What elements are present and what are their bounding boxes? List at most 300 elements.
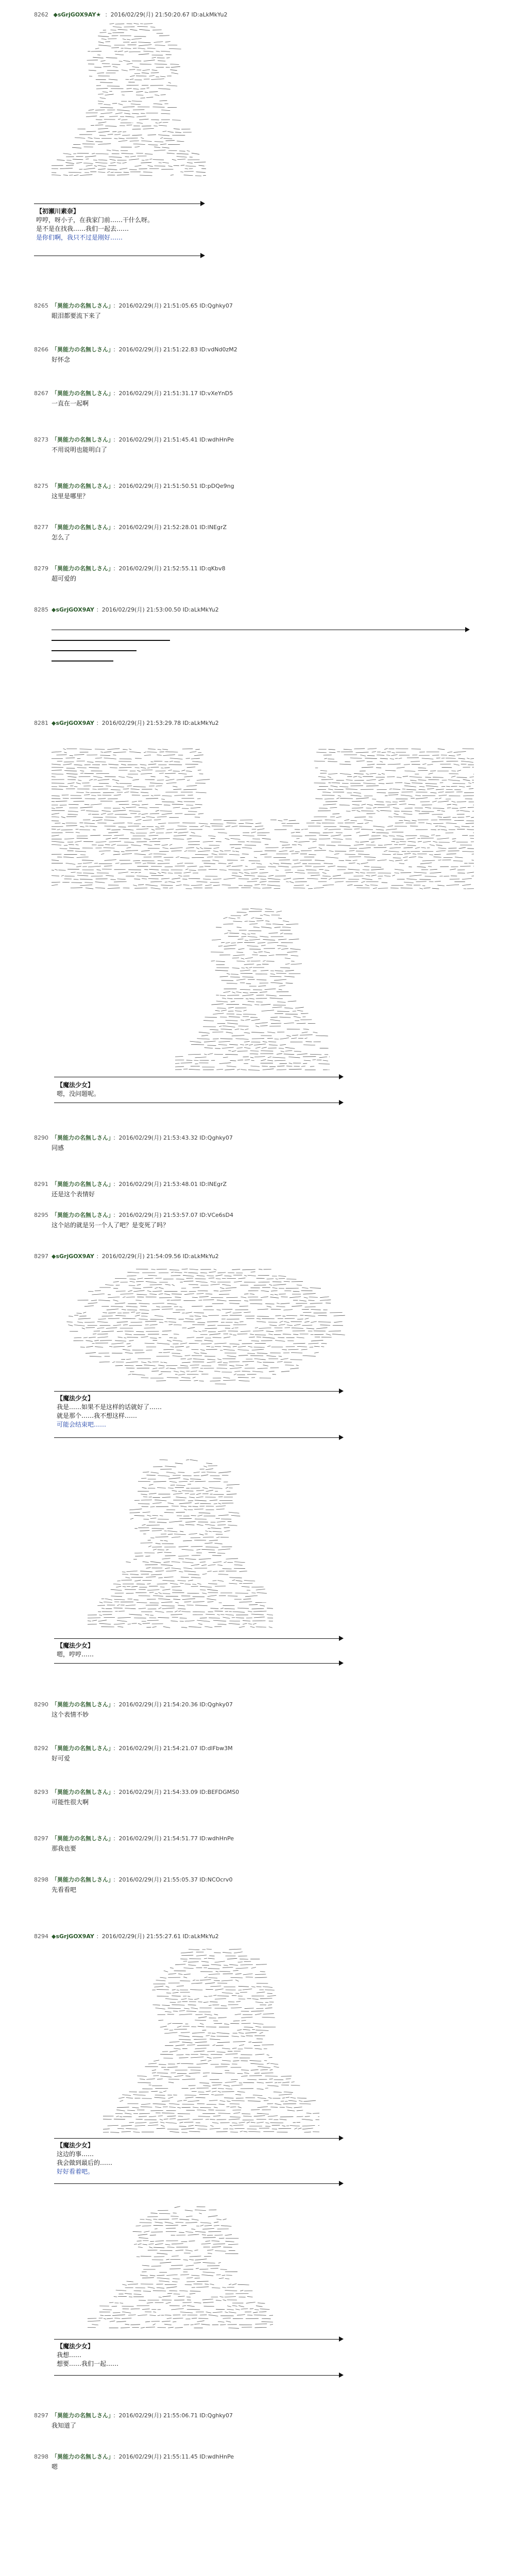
ascii-art-stroke bbox=[295, 872, 305, 873]
ascii-art-stroke bbox=[52, 841, 64, 842]
ascii-art-stroke bbox=[113, 27, 122, 28]
ascii-art-stroke bbox=[172, 1568, 181, 1569]
ascii-art-stroke bbox=[453, 764, 459, 765]
ascii-art-stroke bbox=[137, 1294, 147, 1295]
ascii-art-stroke bbox=[277, 1002, 285, 1003]
ascii-art-stroke bbox=[183, 1281, 193, 1282]
ascii-art-stroke bbox=[129, 752, 141, 753]
post-number[interactable]: 8298 bbox=[34, 2453, 48, 2460]
ascii-art-stroke bbox=[205, 826, 211, 827]
ascii-art-stroke bbox=[298, 2128, 301, 2129]
ascii-art-stroke bbox=[192, 2032, 205, 2033]
ascii-art-stroke bbox=[227, 995, 239, 996]
ascii-art-stroke bbox=[353, 792, 361, 793]
ascii-art-stroke bbox=[138, 48, 145, 49]
post-number[interactable]: 8294 bbox=[34, 1933, 48, 1940]
ascii-art-stroke bbox=[156, 1543, 161, 1544]
ascii-art-stroke bbox=[460, 810, 470, 811]
ascii-art-stroke bbox=[57, 829, 60, 830]
post-number[interactable]: 8297 bbox=[34, 1253, 48, 1260]
ascii-art-stroke bbox=[130, 1281, 135, 1282]
ascii-art-stroke bbox=[177, 1986, 184, 1987]
ascii-art-stroke bbox=[133, 1291, 144, 1292]
ascii-art-stroke bbox=[424, 876, 436, 877]
ascii-art-stroke bbox=[328, 776, 331, 777]
ascii-art-stroke bbox=[120, 168, 127, 170]
ascii-art-stroke bbox=[155, 95, 159, 96]
ascii-art-stroke bbox=[356, 832, 360, 833]
ascii-art-stroke bbox=[217, 1362, 222, 1363]
ascii-art-stroke bbox=[399, 758, 402, 759]
ascii-art-stroke bbox=[267, 2086, 279, 2087]
ascii-art-stroke bbox=[92, 789, 96, 790]
post-number[interactable]: 8266 bbox=[34, 346, 48, 353]
ascii-art-stroke bbox=[257, 2113, 269, 2114]
ascii-art-stroke bbox=[148, 749, 156, 750]
ascii-art-stroke bbox=[101, 810, 111, 811]
ascii-art-stroke bbox=[157, 2253, 167, 2254]
post-meta: ：2016/02/29(月) 21:53:29.78 ID:aLkMkYu2 bbox=[96, 720, 219, 726]
ascii-art-stroke bbox=[104, 866, 112, 867]
post-author: 「異能力の名無しさん」 bbox=[52, 390, 111, 397]
ascii-art-stroke bbox=[213, 851, 218, 852]
ascii-art-stroke bbox=[206, 1490, 213, 1492]
ascii-art-stroke bbox=[248, 937, 258, 938]
ascii-art-stroke bbox=[137, 1278, 143, 1279]
ascii-art-stroke bbox=[198, 1623, 202, 1624]
ascii-art-stroke bbox=[82, 1328, 85, 1329]
ascii-art-stroke bbox=[244, 1032, 250, 1033]
ascii-art-stroke bbox=[175, 2207, 180, 2208]
ascii-art-stroke bbox=[309, 1297, 318, 1298]
ascii-art-stroke bbox=[294, 1325, 300, 1326]
ascii-art-stroke bbox=[203, 1466, 207, 1467]
ascii-art-stroke bbox=[391, 755, 397, 756]
ascii-art-stroke bbox=[199, 1558, 211, 1559]
ascii-art-stroke bbox=[208, 1565, 216, 1566]
post-number[interactable]: 8275 bbox=[34, 483, 48, 489]
ascii-art-stroke bbox=[286, 1279, 296, 1280]
ascii-art-stroke bbox=[256, 1026, 259, 1027]
ascii-art-stroke bbox=[94, 138, 100, 139]
ascii-art-stroke bbox=[194, 1352, 199, 1353]
ascii-art-stroke bbox=[164, 1362, 167, 1363]
ascii-art-stroke bbox=[150, 832, 155, 833]
ascii-art-stroke bbox=[134, 2294, 142, 2295]
ascii-art-stroke bbox=[384, 749, 388, 750]
ascii-art-stroke bbox=[178, 1374, 185, 1375]
ascii-art-stroke bbox=[78, 863, 82, 864]
post-author: 「異能力の名無しさん」 bbox=[52, 1835, 111, 1842]
post-number[interactable]: 8292 bbox=[34, 1745, 48, 1752]
ascii-art-stroke bbox=[308, 863, 320, 864]
ascii-art-stroke bbox=[422, 758, 434, 759]
ascii-art-stroke bbox=[257, 2082, 264, 2083]
ascii-art-stroke bbox=[183, 789, 197, 790]
ascii-art-stroke bbox=[308, 848, 317, 849]
ascii-art-stroke bbox=[84, 1322, 95, 1323]
ascii-art-stroke bbox=[269, 1371, 274, 1372]
ascii-art-stroke bbox=[150, 888, 160, 889]
ascii-art-stroke bbox=[288, 2100, 297, 2101]
ascii-art-stroke bbox=[138, 2315, 147, 2316]
ascii-art-stroke bbox=[379, 779, 384, 781]
ascii-art-stroke bbox=[206, 2091, 211, 2092]
ascii-art-stroke bbox=[52, 885, 58, 886]
ascii-art-stroke bbox=[180, 1506, 186, 1507]
ascii-art-stroke bbox=[166, 2287, 177, 2288]
ascii-art-stroke bbox=[165, 1466, 176, 1467]
ascii-art-stroke bbox=[154, 42, 163, 43]
ascii-art-stroke bbox=[190, 1479, 201, 1480]
ascii-art-stroke bbox=[95, 761, 106, 762]
ascii-art-stroke bbox=[190, 2293, 195, 2294]
ascii-art-stroke bbox=[386, 783, 393, 784]
ascii-art-stroke bbox=[91, 804, 102, 805]
ascii-art-stroke bbox=[111, 1589, 122, 1590]
post-meta: ：2016/02/29(月) 21:51:05.65 ID:Qghky07 bbox=[113, 302, 233, 309]
ascii-art-stroke bbox=[293, 1343, 305, 1344]
ascii-art-stroke bbox=[297, 2110, 303, 2111]
ascii-art-stroke bbox=[362, 878, 372, 879]
ascii-art-stroke bbox=[209, 1531, 212, 1532]
ascii-art-stroke bbox=[408, 841, 416, 842]
ascii-art-stroke bbox=[105, 94, 113, 95]
ascii-art-stroke bbox=[334, 1321, 342, 1323]
ascii-art-stroke bbox=[248, 1611, 252, 1612]
ascii-art-stroke bbox=[226, 1312, 231, 1313]
ascii-art-stroke bbox=[183, 885, 189, 886]
ascii-art-stroke bbox=[177, 779, 185, 780]
speaker-label: 【初瀬川素奈】 bbox=[36, 208, 80, 215]
post-number[interactable]: 8290 bbox=[34, 1134, 48, 1141]
ascii-art-stroke bbox=[184, 1272, 187, 1273]
ascii-art-stroke bbox=[229, 854, 240, 855]
post-body: 这里是哪里？ bbox=[52, 493, 89, 500]
ascii-art-stroke bbox=[188, 1580, 193, 1581]
ascii-art-stroke bbox=[232, 2036, 239, 2037]
ascii-art-stroke bbox=[154, 1986, 163, 1987]
ascii-art-stroke bbox=[76, 792, 83, 793]
ascii-art-stroke bbox=[250, 1334, 254, 1335]
ascii-art-stroke bbox=[106, 875, 114, 876]
ascii-art-stroke bbox=[202, 2228, 214, 2229]
ascii-art-stroke bbox=[333, 875, 341, 876]
ascii-art-stroke bbox=[160, 2262, 171, 2263]
ascii-art-stroke bbox=[340, 773, 351, 774]
ascii-art-stroke bbox=[154, 1481, 166, 1482]
post-number[interactable]: 8291 bbox=[34, 1181, 48, 1188]
ascii-art-stroke bbox=[164, 1971, 168, 1972]
ascii-art-stroke bbox=[78, 780, 81, 781]
ascii-art-stroke bbox=[306, 885, 309, 886]
ascii-art-stroke bbox=[198, 2116, 210, 2117]
ascii-art-stroke bbox=[99, 1615, 102, 1616]
ascii-art-stroke bbox=[260, 2032, 263, 2033]
ascii-art-stroke bbox=[269, 955, 275, 956]
ascii-art-stroke bbox=[126, 807, 136, 808]
ascii-art-stroke bbox=[297, 1346, 307, 1347]
post-number[interactable]: 8298 bbox=[34, 1876, 48, 1883]
ascii-art-stroke bbox=[109, 1346, 112, 1347]
ascii-art-stroke bbox=[188, 1054, 201, 1055]
post-number[interactable]: 8265 bbox=[34, 302, 48, 309]
ascii-art-stroke bbox=[235, 1968, 248, 1969]
ascii-art-stroke bbox=[168, 2327, 174, 2328]
ascii-art-stroke bbox=[167, 2023, 171, 2024]
ascii-art-stroke bbox=[246, 2302, 256, 2303]
post-number[interactable]: 8297 bbox=[34, 2412, 48, 2419]
ascii-art-stroke bbox=[173, 1340, 182, 1341]
ascii-art-stroke bbox=[285, 958, 291, 959]
ascii-art-stroke bbox=[297, 1337, 304, 1338]
ascii-art-stroke bbox=[145, 92, 148, 93]
ascii-art-stroke bbox=[175, 1374, 178, 1375]
ascii-art-stroke bbox=[177, 2119, 190, 2120]
ascii-art-stroke bbox=[205, 1543, 212, 1544]
ascii-art-stroke bbox=[158, 823, 166, 824]
ascii-art-stroke bbox=[175, 132, 181, 133]
ascii-art-stroke bbox=[196, 1490, 204, 1491]
ascii-art-stroke bbox=[80, 175, 93, 176]
post-header bbox=[34, 2452, 234, 2461]
ascii-art-stroke bbox=[200, 1586, 212, 1587]
ascii-art-stroke bbox=[238, 2107, 242, 2108]
ascii-art-stroke bbox=[126, 1306, 138, 1307]
ascii-art-stroke bbox=[229, 2119, 240, 2120]
ascii-art-stroke bbox=[114, 1623, 125, 1624]
post-header bbox=[34, 1932, 219, 1940]
ascii-art-stroke bbox=[198, 2026, 205, 2027]
post-meta: ：2016/02/29(月) 21:52:55.11 ID:qKbv8 bbox=[113, 565, 226, 572]
ascii-art-stroke bbox=[177, 159, 185, 160]
ascii-art-stroke bbox=[156, 51, 160, 52]
ascii-art-stroke bbox=[241, 958, 244, 959]
ascii-art-figure bbox=[175, 907, 330, 1072]
ascii-art-stroke bbox=[277, 945, 287, 946]
ascii-art-stroke bbox=[197, 1276, 205, 1277]
ascii-art-stroke bbox=[249, 998, 254, 999]
ascii-art-stroke bbox=[158, 135, 169, 136]
ascii-art-stroke bbox=[235, 2309, 240, 2310]
ascii-art-stroke bbox=[112, 838, 118, 839]
ascii-art-stroke bbox=[79, 749, 92, 750]
ascii-art-stroke bbox=[147, 1515, 151, 1516]
ascii-art-stroke bbox=[63, 798, 69, 799]
ascii-art-stroke bbox=[186, 2011, 196, 2012]
ascii-art-stroke bbox=[253, 2023, 263, 2024]
ascii-art-stroke bbox=[80, 807, 92, 808]
ascii-art-stroke bbox=[221, 942, 225, 943]
ascii-art-stroke bbox=[168, 2008, 181, 2009]
ascii-art-stroke bbox=[113, 1346, 125, 1347]
ascii-art-stroke bbox=[149, 835, 159, 836]
ascii-art-stroke bbox=[172, 1294, 182, 1295]
ascii-art-stroke bbox=[404, 786, 416, 787]
ascii-art-stroke bbox=[384, 844, 392, 845]
ascii-art-stroke bbox=[129, 1509, 142, 1510]
ascii-art-stroke bbox=[225, 2082, 236, 2083]
post-number[interactable]: 8285 bbox=[34, 606, 48, 613]
ascii-art-stroke bbox=[323, 1060, 328, 1061]
ascii-art-stroke bbox=[251, 2122, 256, 2123]
ascii-art-stroke bbox=[213, 2045, 215, 2046]
ascii-art-stroke bbox=[163, 1352, 170, 1353]
ascii-art-stroke bbox=[146, 1577, 156, 1578]
ascii-art-stroke bbox=[231, 974, 239, 975]
ascii-art-stroke bbox=[171, 1272, 174, 1273]
ascii-art-stroke bbox=[165, 776, 169, 777]
ascii-art-stroke bbox=[206, 1469, 213, 1470]
post-number[interactable]: 8295 bbox=[34, 1212, 48, 1218]
ascii-art-stroke bbox=[362, 767, 373, 768]
ascii-art-stroke bbox=[164, 1562, 170, 1563]
ascii-art-stroke bbox=[279, 1325, 285, 1326]
ascii-art-stroke bbox=[232, 1580, 235, 1581]
ascii-art-stroke bbox=[161, 878, 169, 879]
ascii-art-stroke bbox=[261, 1004, 270, 1005]
ascii-art-stroke bbox=[167, 1531, 177, 1532]
ascii-art-stroke bbox=[172, 159, 176, 160]
post-number[interactable]: 8281 bbox=[34, 720, 48, 726]
ascii-art-stroke bbox=[190, 1460, 197, 1461]
ascii-art-stroke bbox=[344, 835, 352, 836]
ascii-art-stroke bbox=[157, 2278, 170, 2279]
ascii-art-stroke bbox=[366, 779, 376, 781]
ascii-art-stroke bbox=[142, 770, 153, 771]
ascii-art-stroke bbox=[204, 1958, 207, 1959]
ascii-art-stroke bbox=[130, 29, 137, 30]
ascii-art-stroke bbox=[160, 100, 167, 101]
ascii-art-stroke bbox=[187, 1337, 195, 1338]
ascii-art-stroke bbox=[217, 2042, 230, 2043]
ascii-art-stroke bbox=[260, 936, 268, 937]
ascii-art-stroke bbox=[361, 863, 368, 864]
ascii-art-stroke bbox=[241, 2017, 252, 2018]
ascii-art-stroke bbox=[272, 1007, 282, 1008]
ascii-art-stroke bbox=[155, 1315, 163, 1316]
ascii-art-stroke bbox=[305, 1318, 309, 1319]
post-number[interactable]: 8273 bbox=[34, 436, 48, 443]
ascii-art-stroke bbox=[196, 172, 205, 173]
ascii-art-stroke bbox=[279, 989, 282, 990]
ascii-art-stroke bbox=[164, 1540, 167, 1541]
ascii-art-stroke bbox=[79, 776, 91, 777]
speech-block bbox=[57, 1641, 94, 1659]
ascii-art-stroke bbox=[138, 26, 148, 27]
ascii-art-stroke bbox=[69, 804, 79, 805]
post-body: 眼泪都要流下来了 bbox=[52, 312, 101, 319]
ascii-art-stroke bbox=[267, 1346, 270, 1347]
post-number[interactable]: 8290 bbox=[34, 1701, 48, 1708]
ascii-art-stroke bbox=[429, 773, 433, 774]
ascii-art-stroke bbox=[123, 829, 133, 830]
ascii-art-stroke bbox=[216, 2219, 222, 2220]
post-number[interactable]: 8293 bbox=[34, 1789, 48, 1795]
ascii-art-stroke bbox=[164, 1577, 173, 1578]
ascii-art-stroke bbox=[147, 1475, 156, 1476]
ascii-art-stroke bbox=[127, 1337, 138, 1338]
ascii-art-stroke bbox=[257, 1321, 266, 1322]
ascii-art-stroke bbox=[117, 110, 130, 111]
ascii-art-stroke bbox=[195, 2125, 207, 2126]
ascii-art-stroke bbox=[175, 2045, 184, 2046]
ascii-art-stroke bbox=[266, 1355, 276, 1357]
ascii-art-stroke bbox=[90, 835, 100, 836]
ascii-art-stroke bbox=[432, 755, 439, 756]
ascii-art-stroke bbox=[225, 2054, 237, 2055]
post-meta: ：2016/02/29(月) 21:53:57.07 ID:VCe6sD4 bbox=[113, 1212, 233, 1218]
ascii-art-stroke bbox=[72, 147, 81, 148]
ascii-art-stroke bbox=[143, 1512, 150, 1513]
ascii-art-stroke bbox=[226, 2321, 231, 2322]
ascii-art-stroke bbox=[256, 1047, 261, 1048]
post-number[interactable]: 8262 bbox=[34, 11, 48, 18]
post-number[interactable]: 8267 bbox=[34, 390, 48, 397]
ascii-art-stroke bbox=[162, 2005, 169, 2006]
ascii-art-stroke bbox=[260, 854, 267, 855]
ascii-art-stroke bbox=[251, 1060, 254, 1061]
post-number[interactable]: 8297 bbox=[34, 1835, 48, 1842]
ascii-art-stroke bbox=[409, 857, 416, 858]
ascii-art-stroke bbox=[419, 879, 431, 880]
post-number[interactable]: 8277 bbox=[34, 524, 48, 531]
ascii-art-stroke bbox=[310, 1054, 321, 1055]
ascii-art-stroke bbox=[77, 875, 88, 876]
ascii-art-stroke bbox=[240, 1321, 244, 1322]
ascii-art-stroke bbox=[66, 863, 76, 864]
ascii-art-stroke bbox=[180, 1371, 185, 1372]
ascii-art-stroke bbox=[273, 1284, 286, 1285]
ascii-art-stroke bbox=[220, 2296, 224, 2297]
ascii-art-stroke bbox=[162, 1589, 170, 1590]
ascii-art-stroke bbox=[182, 1599, 195, 1600]
ascii-art-stroke bbox=[360, 755, 366, 756]
ascii-art-stroke bbox=[299, 2100, 302, 2101]
ascii-art-glyphs bbox=[103, 1947, 319, 2133]
ascii-art-stroke bbox=[124, 172, 129, 173]
speech-block bbox=[57, 1394, 162, 1429]
ascii-art-stroke bbox=[449, 829, 455, 830]
ascii-art-stroke bbox=[282, 1349, 287, 1350]
ascii-art-stroke bbox=[254, 1044, 266, 1045]
ascii-art-stroke bbox=[184, 851, 187, 852]
ascii-art-stroke bbox=[225, 1615, 234, 1616]
ascii-art-stroke bbox=[310, 1287, 321, 1288]
ascii-art-stroke bbox=[304, 1315, 315, 1316]
ascii-art-stroke bbox=[103, 848, 114, 849]
ascii-art-stroke bbox=[180, 1365, 188, 1366]
ascii-art-stroke bbox=[320, 1325, 330, 1326]
ascii-art-stroke bbox=[432, 888, 439, 889]
post-number[interactable]: 8279 bbox=[34, 565, 48, 572]
ascii-art-stroke bbox=[142, 2265, 149, 2266]
ascii-art-stroke bbox=[408, 804, 415, 805]
ascii-art-stroke bbox=[438, 848, 446, 849]
ascii-art-stroke bbox=[182, 2302, 191, 2303]
ascii-art-stroke bbox=[169, 2131, 179, 2132]
ascii-art-stroke bbox=[247, 841, 250, 842]
ascii-art-stroke bbox=[263, 939, 275, 940]
post-author: 「異能力の名無しさん」 bbox=[52, 1745, 111, 1752]
ascii-art-stroke bbox=[116, 783, 118, 784]
ascii-art-stroke bbox=[208, 1958, 215, 1959]
ascii-art-stroke bbox=[92, 820, 95, 821]
ascii-art-stroke bbox=[208, 2216, 218, 2217]
ascii-art-stroke bbox=[257, 1592, 266, 1593]
ascii-art-stroke bbox=[175, 1602, 179, 1603]
ascii-art-stroke bbox=[211, 1004, 223, 1005]
